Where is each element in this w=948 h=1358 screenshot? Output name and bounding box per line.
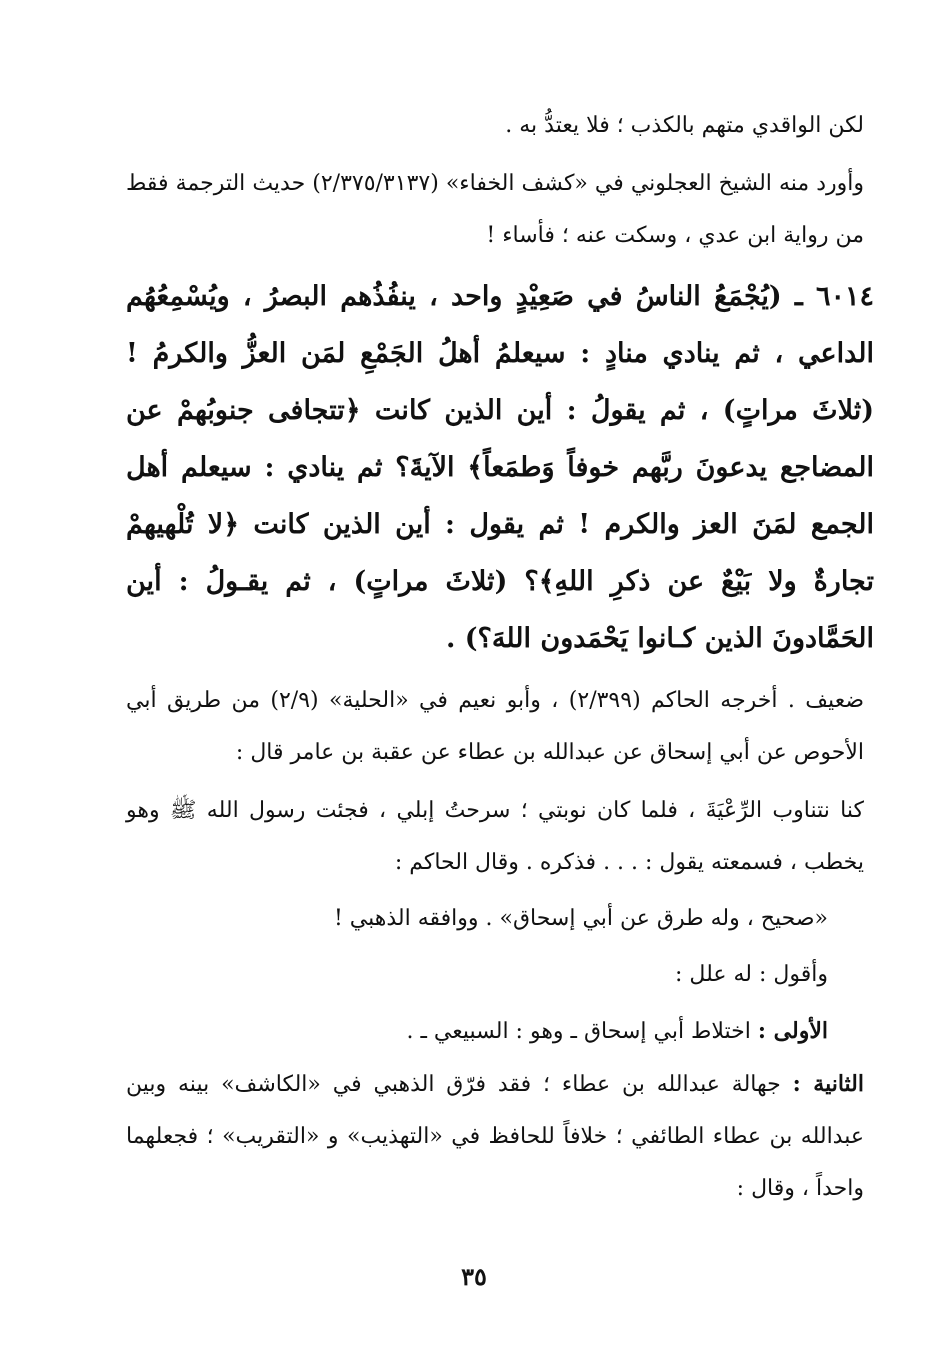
hadith-6014-text: ٦٠١٤ ـ (يُجْمَعُ الناسُ في صَعِيْدٍ واحد ، ينفُذُهم البصرُ ، ويُسْمِعُهُم الداعي ، ثم ينادي منادٍ : سيعلمُ أهلُ الجَمْعِ لمَن العزُّ والكرمُ ! (ثلاثَ مراتٍ) ، ثم يقولُ : أين الذين كانت ﴿تتجافى جنوبُهمْ عن المضاجع يدعونَ ربَّهم خوفاً وَطمَعاً﴾ الآيةَ؟ ثم ينادي : سيعلم أهل الجمع لمَنَ العز والكرم ! ثم يقول : أين الذين كانت ﴿لا تُلْهيهمْ تجارةٌ ولا بَيْعٌ عن ذكرِ اللهِ﴾؟ (ثلاثَ مراتٍ) ، ثم يقـولُ : أين الحَمَّادونَ الذين كـانوا يَحْمَدون اللهَ؟) . (126, 281, 874, 654)
paragraph-waqidi-note: لكن الواقدي متهم بالكذب ؛ فلا يعتدُّ به . (505, 113, 864, 138)
paragraph-second-illa (126, 1058, 874, 1215)
second-illa-text: جهالة عبدالله بن عطاء ؛ فقد فرّق الذهبي في «الكاشف» بينه وبين عبدالله بن عطاء الطائفي ؛ خلافاً للحافظ في «التهذيب» و «التقريب» ؛ فجعلهما واحداً ، وقال : (126, 1072, 864, 1201)
page-number: ٣٥ (461, 1262, 487, 1291)
paragraph-takhrij: ضعيف . أخرجه الحاكم (٢/٣٩٩) ، وأبو نعيم في «الحلية» (٢/٩) من طريق أبي الأحوص عن أبي إسحاق عن عبدالله بن عطاء عن عقبة بن عامر قال : (126, 688, 864, 765)
paragraph-first-illa (126, 1005, 874, 1058)
page-body (126, 100, 874, 1215)
paragraph-ajluni-note: وأورد منه الشيخ العجلوني في «كشف الخفاء» (٢/٣٧٥/٣١٣٧) حديث الترجمة فقط من رواية ابن عدي ، وسكت عنه ؛ فأساء ! (126, 171, 864, 248)
first-illa-text: اختلاط أبي إسحاق ـ وهو : السبيعي ـ . (406, 1019, 758, 1044)
first-illa-label: الأولى : (757, 1018, 828, 1044)
second-illa-label: الثانية : (792, 1071, 864, 1097)
paragraph-uqba-narration: كنا نتناوب الرِّعْيَةَ ، فلما كان نوبتي ؛ سرحتُ إبلي ، فجئت رسول الله ﷺ وهو يخطب ، فسمعته يقول : . . . فذكره . وقال الحاكم : (126, 798, 864, 875)
paragraph-illal-intro: وأقول : له علل : (675, 962, 828, 987)
paragraph-hakim-quote: «صحيح ، وله طرق عن أبي إسحاق» . ووافقه الذهبي ! (333, 906, 828, 931)
